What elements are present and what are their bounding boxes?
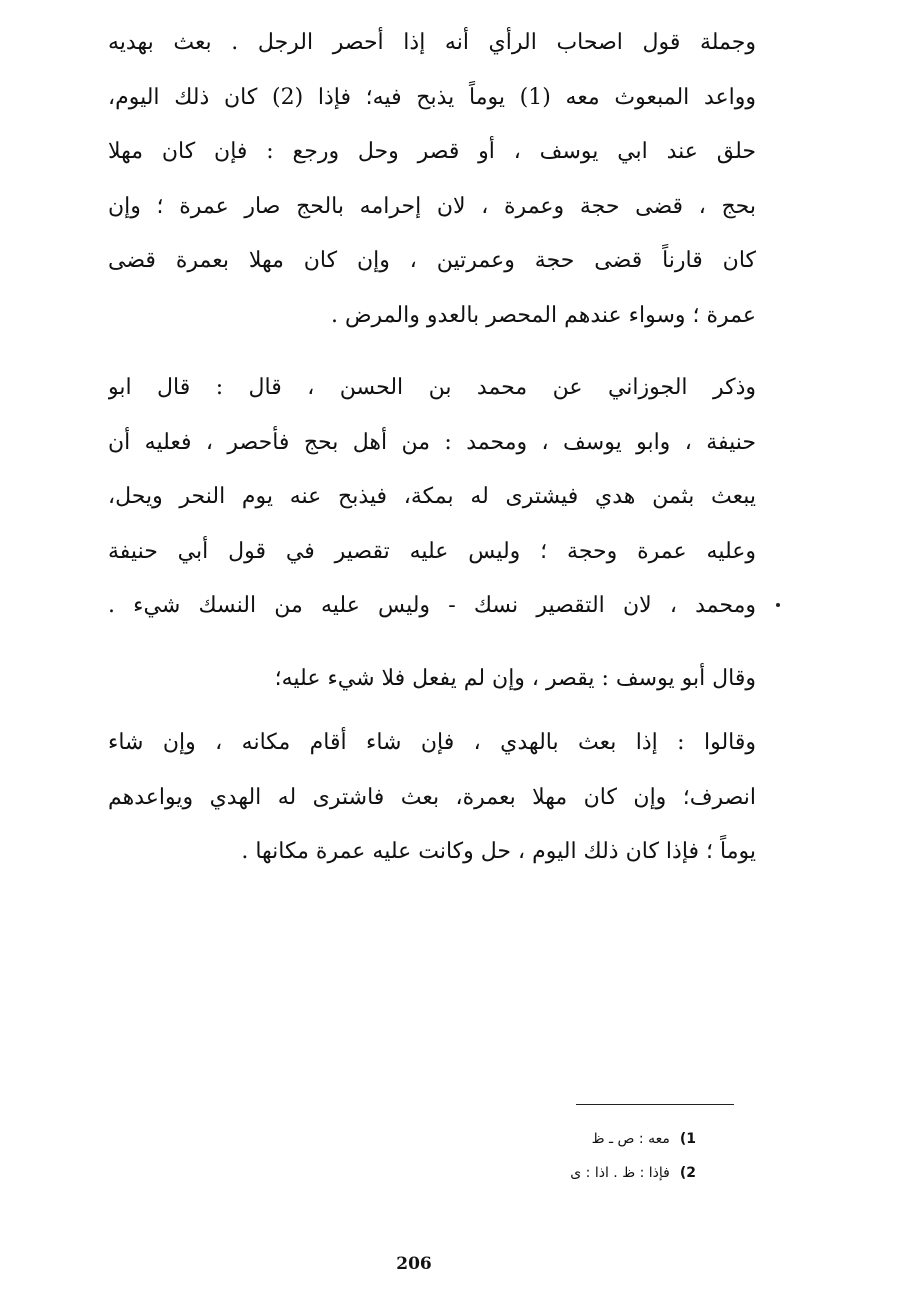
footnote-text: معه : ص ـ ظ [591, 1131, 670, 1147]
text-line: وعليه عمرة وحجة ؛ وليس عليه تقصير في قول أبي حنيفة [108, 538, 756, 564]
paragraph-3 [108, 652, 756, 707]
margin-dot [776, 603, 780, 607]
text-line: انصرف؛ وإن كان مهلا بعمرة، بعث فاشترى له الهدي ويواعدهم [108, 784, 756, 810]
footnote-number: 1) [679, 1131, 696, 1147]
footnote-number: 2) [679, 1165, 696, 1181]
footnotes [396, 1122, 696, 1190]
text-line: وجملة قول اصحاب الرأي أنه إذا أحصر الرجل . بعث بهديه [108, 30, 756, 55]
footnote-divider [576, 1104, 734, 1105]
text-line: بحج ، قضى حجة وعمرة ، لان إحرامه بالحج صار عمرة ؛ وإن [108, 193, 756, 219]
text-line: وقالوا : إذا بعث بالهدي ، فإن شاء أقام مكانه ، وإن شاء [108, 730, 756, 755]
text-line: ومحمد ، لان التقصير نسك - وليس عليه من النسك شيء . [108, 593, 756, 618]
text-line: يوماً ؛ فإذا كان ذلك اليوم ، حل وكانت عليه عمرة مكانها . [241, 839, 756, 864]
text-line: عمرة ؛ وسواء عندهم المحصر بالعدو والمرض . [330, 302, 756, 328]
text-line: وواعد المبعوث معه (1) يوماً يذبح فيه؛ فإذا (2) كان ذلك اليوم، [108, 84, 756, 110]
text-line: وقال أبو يوسف : يقصر ، وإن لم يفعل فلا شيء عليه؛ [274, 666, 756, 691]
text-line: كان قارناً قضى حجة وعمرتين ، وإن كان مهلا بعمرة قضى [108, 248, 756, 273]
footnote-item [396, 1156, 696, 1190]
paragraph-4 [108, 716, 756, 880]
text-line: حلق عند ابي يوسف ، أو قصر وحل ورجع : فإن كان مهلا [108, 139, 756, 164]
text-line: يبعث بثمن هدي فيشترى له بمكة، فيذبح عنه يوم النحر ويحل، [108, 484, 756, 509]
footnote-text: فإذا : ظ . اذا : ى [570, 1165, 670, 1181]
paragraph-1 [108, 16, 756, 343]
footnote-item [396, 1122, 696, 1156]
text-line: حنيفة ، وابو يوسف ، ومحمد : من أهل بحج فأحصر ، فعليه أن [108, 429, 756, 455]
paragraph-2 [108, 361, 756, 634]
text-line: وذكر الجوزاني عن محمد بن الحسن ، قال : قال ابو [108, 375, 756, 400]
page-number: 206 [396, 1254, 432, 1274]
